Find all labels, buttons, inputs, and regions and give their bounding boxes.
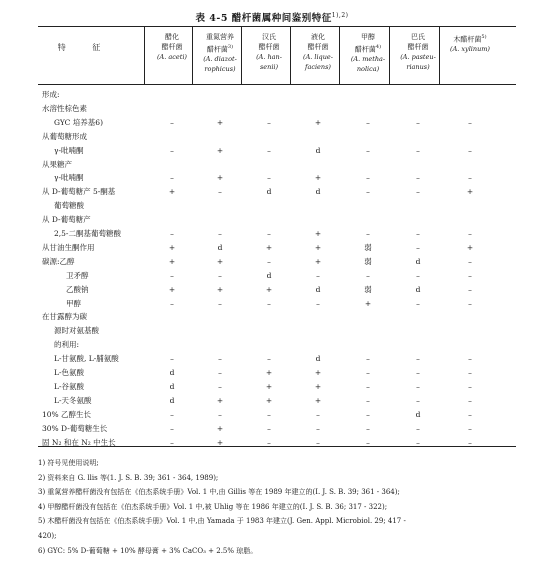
result-cell: – — [170, 354, 174, 364]
result-cell: + — [168, 187, 176, 197]
result-cell: – — [416, 354, 420, 364]
result-cell: – — [468, 117, 472, 127]
result-cell: + — [168, 284, 176, 294]
result-cell: – — [218, 187, 222, 197]
result-cell: – — [416, 242, 420, 252]
feature-label: γ-吡喃酮 — [54, 145, 84, 155]
result-cell: + — [466, 242, 474, 252]
result-cell: – — [170, 437, 174, 447]
result-cell: – — [416, 145, 420, 155]
feature-label: 在甘露醇为碳 — [42, 312, 87, 322]
result-cell: – — [366, 409, 370, 419]
result-cell: + — [216, 256, 224, 266]
result-cell: + — [265, 284, 273, 294]
result-cell: – — [218, 354, 222, 364]
result-cell: 弱 — [364, 284, 372, 294]
species-name-latin: rophicus) — [204, 65, 236, 74]
result-cell: – — [218, 229, 222, 238]
result-cell: – — [170, 173, 174, 183]
result-cell: – — [170, 145, 174, 155]
result-cell: + — [314, 256, 322, 266]
feature-label: 2,5-二酮基葡萄糖酸 — [54, 229, 121, 238]
feature-label: 从果糖产 — [42, 159, 72, 169]
footnote: 6) GYC: 5% D-葡萄糖 + 10% 酵母膏 + 3% CaCO₃ + 2.5% 琼脂。 — [38, 546, 258, 555]
result-cell: – — [170, 409, 174, 419]
result-cell: – — [416, 270, 420, 280]
species-name-cn: 重氮营养 — [206, 33, 234, 41]
feature-label: 卫矛醇 — [66, 270, 89, 280]
result-cell: – — [170, 423, 174, 433]
species-name-cn: 巴氏 — [411, 33, 425, 41]
result-cell: – — [316, 298, 320, 308]
feature-label: L-色氨酸 — [54, 368, 85, 377]
table-row — [38, 381, 516, 393]
result-cell: – — [416, 117, 420, 127]
species-name-latin: (A. diazot- — [203, 55, 237, 64]
result-cell: + — [265, 395, 273, 405]
species-name-latin: (A. pasteu- — [400, 53, 436, 61]
result-cell: + — [216, 173, 224, 183]
species-name-cn: 醋杆菌$^{4)}$ — [354, 44, 382, 54]
footnote-ref: 3) — [227, 44, 234, 50]
result-cell: d — [315, 187, 321, 197]
species-name-cn: 醋杆菌 — [258, 43, 280, 51]
species-name-cn: 醋杆菌 — [407, 43, 429, 51]
result-cell: – — [267, 354, 271, 364]
result-cell: + — [265, 381, 273, 391]
feature-label: 葡萄糖酸 — [54, 201, 84, 211]
result-cell: – — [416, 229, 420, 238]
result-cell: – — [267, 117, 271, 127]
species-name-latin: (A. lique- — [303, 53, 333, 61]
feature-label: 10% 乙醇生长 — [42, 409, 92, 419]
footnote-ref: 5) — [481, 34, 487, 40]
result-cell: – — [468, 395, 472, 405]
result-cell: d — [169, 368, 175, 377]
table-title: 表 4-5 醋杆菌属种间鉴别特征$^{1),2)}$ — [195, 11, 349, 24]
result-cell: – — [267, 173, 271, 183]
result-cell: – — [468, 173, 472, 183]
result-cell: – — [267, 298, 271, 308]
result-cell: – — [468, 298, 472, 308]
species-name-latin: (A. aceti) — [157, 53, 187, 61]
title-footnote-ref: 1),2) — [331, 11, 349, 19]
result-cell: + — [216, 395, 224, 405]
result-cell: – — [267, 229, 271, 238]
species-name-cn: 醋化 — [165, 33, 179, 41]
species-name-cn: 木醋杆菌$^{5)}$ — [453, 34, 487, 44]
result-cell: – — [218, 409, 222, 419]
table-row — [38, 159, 516, 171]
table-row — [38, 228, 516, 240]
result-cell: – — [366, 354, 370, 364]
result-cell: – — [218, 270, 222, 280]
table-row — [38, 131, 516, 143]
result-cell: + — [314, 368, 322, 377]
table-row — [38, 145, 516, 157]
result-cell: – — [366, 173, 370, 183]
result-cell: – — [218, 381, 222, 391]
species-column-header — [446, 32, 494, 54]
result-cell: d — [315, 354, 321, 364]
result-cell: d — [415, 284, 421, 294]
table-row — [38, 200, 516, 212]
result-cell: – — [416, 368, 420, 377]
result-cell: d — [315, 145, 321, 155]
result-cell: – — [170, 229, 174, 238]
result-cell: d — [266, 270, 272, 280]
feature-label: 从 D-葡萄糖产 — [42, 215, 91, 225]
species-column-header — [294, 32, 342, 72]
result-cell: – — [218, 368, 222, 377]
feature-label: 乙酸钠 — [66, 284, 89, 294]
feature-label: 固 N₂ 和在 N₂ 中生长 — [42, 437, 116, 447]
result-cell: + — [314, 395, 322, 405]
footnote-ref: 4) — [375, 44, 382, 50]
table-row — [38, 172, 516, 184]
result-cell: – — [416, 381, 420, 391]
result-cell: – — [366, 381, 370, 391]
footnote: 4) 甲醇醋杆菌没有包括在《伯杰系统手册》Vol. 1 中,被 Uhlig 等在 1986 年建立的(I. J. S. B. 36; 317 - 322); — [38, 502, 388, 511]
result-cell: – — [366, 270, 370, 280]
result-cell: – — [366, 368, 370, 377]
result-cell: – — [468, 423, 472, 433]
result-cell: d — [217, 242, 223, 252]
table-row — [38, 186, 516, 198]
result-cell: – — [316, 409, 320, 419]
table-row — [38, 325, 516, 337]
table-row — [38, 256, 516, 268]
result-cell: – — [267, 437, 271, 447]
feature-label: 水溶性棕色素 — [42, 103, 87, 113]
result-cell: – — [316, 437, 320, 447]
feature-label: GYC 培养基6) — [54, 117, 103, 127]
result-cell: d — [415, 256, 421, 266]
result-cell: – — [366, 187, 370, 197]
result-cell: – — [267, 423, 271, 433]
species-name-cn: 液化 — [311, 33, 325, 41]
result-cell: – — [468, 270, 472, 280]
table-row — [38, 298, 516, 310]
species-name-cn: 甲醇 — [361, 33, 375, 41]
column-divider — [144, 27, 145, 84]
table-row — [38, 311, 516, 323]
feature-column-header: 特 征 — [57, 43, 113, 52]
species-column-header — [196, 32, 244, 74]
table-row — [38, 367, 516, 379]
footnote: 1) 符号见使用说明; — [38, 459, 99, 467]
species-name-latin: senii) — [259, 63, 279, 71]
result-cell: – — [366, 437, 370, 447]
table-row — [38, 437, 516, 449]
result-cell: + — [216, 423, 224, 433]
result-cell: – — [366, 229, 370, 238]
header-bottom-rule — [38, 84, 516, 85]
result-cell: – — [468, 145, 472, 155]
result-cell: + — [168, 256, 176, 266]
result-cell: – — [366, 145, 370, 155]
feature-label: 30% D-葡萄糖生长 — [42, 423, 108, 433]
result-cell: + — [216, 145, 224, 155]
result-cell: – — [316, 270, 320, 280]
species-name-latin: faciens) — [305, 63, 331, 71]
species-name-cn: 醋杆菌 — [307, 43, 329, 51]
feature-label: 形成: — [42, 90, 60, 99]
result-cell: – — [170, 117, 174, 127]
species-name-latin: (A. metha- — [350, 55, 386, 64]
feature-label: 源时对氨基酸 — [54, 326, 99, 336]
result-cell: – — [416, 187, 420, 197]
species-column-header — [245, 32, 293, 72]
result-cell: d — [266, 187, 272, 197]
species-name-latin: nolica) — [356, 65, 380, 74]
table-row — [38, 339, 516, 351]
feature-label: L-甘氨酸, L-脯氨酸 — [54, 354, 119, 364]
table-row — [38, 117, 516, 129]
feature-label: γ-吡喃酮 — [54, 173, 84, 183]
footnote: 420); — [38, 531, 57, 540]
result-cell: + — [314, 117, 322, 127]
result-cell: + — [314, 242, 322, 252]
result-cell: – — [416, 298, 420, 308]
result-cell: + — [216, 437, 224, 447]
feature-label: 碳源:乙醇 — [42, 256, 75, 266]
table-row — [38, 270, 516, 282]
species-name-latin: rianus) — [406, 63, 430, 71]
result-cell: – — [468, 284, 472, 294]
footnote: 2) 资料来自 G. llis 等(1. J. S. B. 39; 361 - 364, 1989); — [38, 473, 219, 482]
result-cell: + — [265, 242, 273, 252]
result-cell: – — [468, 437, 472, 447]
result-cell: – — [416, 395, 420, 405]
table-row — [38, 284, 516, 296]
species-column-header — [148, 32, 196, 62]
species-column-header — [344, 32, 392, 74]
result-cell: – — [267, 256, 271, 266]
result-cell: – — [416, 423, 420, 433]
result-cell: + — [466, 187, 474, 197]
footnote: 3) 重氮营养醋杆菌没有包括在《伯杰系统手册》Vol. 1 中,由 Gillis 等在 1989 年建立的(I. J. S. B. 39; 361 - 364); — [38, 488, 400, 497]
footnote: 5) 木醋杆菌没有包括在《伯杰系统手册》Vol. 1 中,由 Yamada 于 1983 年建立(J. Gen. Appl. Microbiol. 29; 417 - — [38, 517, 406, 526]
feature-label: L-谷氨酸 — [54, 381, 85, 391]
feature-label: 从 D-葡萄糖产 5-酮基 — [42, 187, 116, 197]
result-cell: – — [468, 354, 472, 364]
result-cell: – — [170, 270, 174, 280]
result-cell: + — [364, 298, 372, 308]
result-cell: – — [468, 381, 472, 391]
result-cell: + — [265, 368, 273, 377]
result-cell: – — [416, 437, 420, 447]
species-name-latin: (A. xylinum) — [450, 45, 490, 54]
result-cell: – — [366, 423, 370, 433]
table-row — [38, 353, 516, 365]
result-cell: + — [216, 117, 224, 127]
feature-label: 甲醇 — [66, 298, 81, 308]
table-row — [38, 89, 516, 101]
species-name-cn: 醋杆菌 — [161, 43, 183, 51]
result-cell: – — [316, 423, 320, 433]
species-column-header — [394, 32, 442, 72]
table-row — [38, 214, 516, 226]
result-cell: – — [468, 409, 472, 419]
result-cell: – — [218, 298, 222, 308]
table-row — [38, 395, 516, 407]
result-cell: – — [267, 145, 271, 155]
result-cell: d — [169, 395, 175, 405]
result-cell: – — [468, 256, 472, 266]
table-row — [38, 103, 516, 115]
result-cell: – — [170, 298, 174, 308]
result-cell: – — [416, 173, 420, 183]
result-cell: + — [314, 229, 322, 238]
result-cell: d — [315, 284, 321, 294]
result-cell: – — [366, 117, 370, 127]
feature-label: 从甘油生酮作用 — [42, 242, 95, 252]
result-cell: + — [216, 284, 224, 294]
table-row — [38, 409, 516, 421]
feature-label: 从葡萄糖形成 — [42, 131, 87, 141]
footnotes — [38, 456, 528, 558]
table-row — [38, 242, 516, 254]
species-name-cn: 汉氏 — [262, 33, 276, 41]
table-row — [38, 423, 516, 435]
feature-label: L-天冬氨酸 — [54, 395, 92, 405]
result-cell: 弱 — [364, 256, 372, 266]
result-cell: – — [468, 368, 472, 377]
result-cell: – — [366, 395, 370, 405]
result-cell: d — [415, 409, 421, 419]
result-cell: – — [468, 229, 472, 238]
species-name-cn: 醋杆菌$^{3)}$ — [206, 44, 234, 54]
result-cell: + — [314, 173, 322, 183]
result-cell: + — [168, 242, 176, 252]
table-top-rule — [38, 26, 516, 27]
result-cell: d — [169, 381, 175, 391]
result-cell: 弱 — [364, 242, 372, 252]
result-cell: – — [267, 409, 271, 419]
result-cell: + — [314, 381, 322, 391]
species-name-latin: (A. han- — [256, 53, 282, 61]
feature-label: 的利用: — [54, 340, 80, 350]
